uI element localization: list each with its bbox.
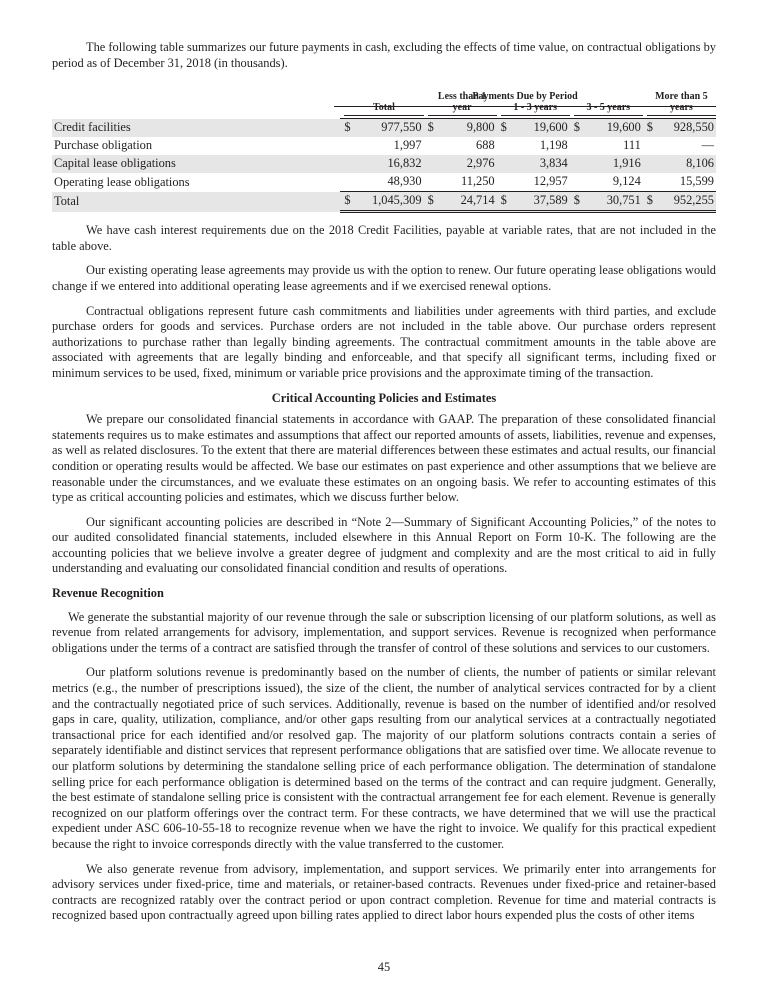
cell-value: 928,550: [661, 119, 716, 138]
page-number: 45: [377, 960, 391, 974]
column-header: More than 5 years: [647, 91, 716, 116]
table-row: [52, 119, 716, 138]
currency-symbol: $: [570, 119, 588, 138]
currency-symbol: [340, 173, 358, 192]
row-label: Total: [52, 192, 340, 212]
currency-symbol: [643, 137, 661, 155]
column-header: Less than 1 year: [428, 91, 497, 116]
cell-value: 11,250: [461, 174, 495, 189]
paragraph: We have cash interest requirements due on the 2018 Credit Facilities, payable at variable rates, that are not included in the table above.: [52, 223, 716, 253]
currency-symbol: [340, 137, 358, 155]
cell-value: —: [701, 138, 714, 153]
paragraph: Our platform solutions revenue is predominantly based on the number of clients, the number of patients or similar relevant metrics (e.g., the number of prescriptions issued), the size of the client, the number of analytical services contracted for by a client and the contractually negotiated price of such services. Additionally, revenue is based on the number of identified and/or resolved gaps in care, quality, utilization, compliance, and/or other gaps resulting from our analytical services at a contractually negotiated transactional price for each identified and/or resolved gap. The majority of our platform solutions contracts contain a series of separately identifiable and distinct services that represent performance obligations that are satisfied over time. We allocate revenue to our platform solutions by determining the standalone selling price of each performance obligation. The determination of standalone selling price for each performance obligation is determined based on the terms of the contract and can require judgment. Generally, the best estimate of standalone selling price is consistent with the contractual arrangement fee for each element. Revenue is generally recognized on our platform offerings over the contract term. For these contracts, we have determined that we will use the practical expedient under ASC 606-10-55-18 to recognize revenue when we have the right to invoice. We qualify for this practical expedient because the right to invoice corresponds directly with the value transferred to the customer.: [52, 665, 716, 851]
cell-value: 1,045,309: [359, 192, 424, 212]
section-heading: Critical Accounting Policies and Estimates: [271, 390, 497, 405]
currency-symbol: $: [424, 119, 442, 138]
cell-value: 688: [476, 138, 495, 153]
currency-symbol: [340, 155, 358, 173]
row-label: Capital lease obligations: [52, 155, 340, 173]
column-header: 1 - 3 years: [501, 102, 570, 116]
cell-value: 19,600: [515, 119, 570, 138]
currency-symbol: $: [340, 192, 358, 212]
cell-value: 9,800: [442, 119, 497, 138]
cell-value: 3,834: [515, 155, 570, 173]
document-page: [52, 40, 716, 933]
currency-symbol: [570, 173, 588, 192]
cell-value: 24,714: [442, 192, 497, 212]
row-label: Credit facilities: [52, 119, 340, 138]
currency-symbol: $: [340, 119, 358, 138]
paragraph: We also generate revenue from advisory, implementation, and support services. We primarily enter into arrangements for advisory services under fixed-price, time and materials, or retainer-based contracts. Revenues under fixed-price and retainer-based contracts are recognized ratably over the contract period or upon contract completion. Revenue for time and material contracts is recognized based upon contractually agreed upon billing rates applied to direct labor hours expended plus the costs of other items: [52, 861, 716, 923]
table-row: [52, 192, 716, 212]
currency-symbol: $: [497, 119, 515, 138]
group-header: Payments Due by Period: [334, 91, 716, 107]
cell-value: 48,930: [387, 174, 422, 189]
table-row: [52, 137, 716, 155]
paragraph: We prepare our consolidated financial statements in accordance with GAAP. The preparation of these consolidated financial statements requires us to make estimates and assumptions that affect our reported amounts of assets, liabilities, revenue and expenses, as well as related disclosures. To the extent that there are material differences between these estimates and actual results, our financial condition or operating results would be affected. We base our estimates on past experience and other assumptions that we believe are reasonable under the circumstances, and we evaluate these estimates on an ongoing basis. We refer to accounting estimates of this type as critical accounting policies and estimates, which we discuss further below.: [52, 412, 716, 505]
column-header: 3 - 5 years: [574, 102, 643, 116]
currency-symbol: [570, 155, 588, 173]
row-label: Operating lease obligations: [54, 174, 190, 189]
table-row: [52, 155, 716, 173]
cell-value: 9,124: [612, 174, 641, 189]
row-label: Purchase obligation: [54, 138, 153, 153]
currency-symbol: $: [643, 192, 661, 212]
cell-value: 952,255: [661, 192, 716, 212]
cell-value: 111: [623, 138, 641, 153]
paragraph: Our significant accounting policies are described in “Note 2—Summary of Significant Accounting Policies,” of the notes to our audited consolidated financial statements, included elsewhere in this Annual Report on Form 10-K. The following are the accounting policies that we believe involve a greater degree of judgment and complexity and are the most critical to aid in fully understanding and evaluating our consolidated financial condition and results of operations.: [52, 514, 716, 576]
cell-value: 1,198: [539, 138, 568, 153]
currency-symbol: $: [643, 119, 661, 138]
cell-value: 19,600: [588, 119, 643, 138]
table-row: [52, 173, 716, 192]
currency-symbol: [643, 155, 661, 173]
currency-symbol: [570, 137, 588, 155]
currency-symbol: [424, 137, 442, 155]
cell-value: 8,106: [661, 155, 716, 173]
currency-symbol: $: [497, 192, 515, 212]
currency-symbol: [497, 173, 515, 192]
currency-symbol: $: [570, 192, 588, 212]
currency-symbol: [497, 137, 515, 155]
currency-symbol: $: [424, 192, 442, 212]
intro-paragraph: The following table summarizes our future payments in cash, excluding the effects of time value, on contractual obligations by period as of December 31, 2018 (in thousands).: [52, 40, 716, 70]
currency-symbol: [424, 173, 442, 192]
subsection-heading: Revenue Recognition: [52, 586, 164, 601]
cell-value: 1,997: [393, 138, 422, 153]
cell-value: 2,976: [442, 155, 497, 173]
contractual-obligations-table: [52, 91, 716, 213]
currency-symbol: [497, 155, 515, 173]
paragraph: Our existing operating lease agreements may provide us with the option to renew. Our future operating lease obligations would change if we entered into additional operating lease agreements and if we exercised renewal options.: [52, 263, 716, 293]
cell-value: 977,550: [359, 119, 424, 138]
cell-value: 37,589: [515, 192, 570, 212]
cell-value: 30,751: [588, 192, 643, 212]
paragraph: We generate the substantial majority of our revenue through the sale or subscription licensing of our platform solutions, as well as revenue from related arrangements for advisory, implementation, and support services. Revenue is recognized when performance obligations under the terms of a contract are satisfied through the transfer of control of these solutions and services to our customers.: [52, 609, 716, 655]
cell-value: 16,832: [359, 155, 424, 173]
cell-value: 12,957: [533, 174, 568, 189]
paragraph: Contractual obligations represent future cash commitments and liabilities under agreements with third parties, and exclude purchase orders for goods and services. Purchase orders are not included in the table above. Our purchase orders represent authorizations to purchase rather than legally binding agreements. The contractual commitment amounts in the table above are associated with agreements that are legally binding and enforceable, and that specify all significant terms, including fixed or minimum services to be used, fixed, minimum or variable price provisions and the approximate timing of the transaction.: [52, 303, 716, 380]
currency-symbol: [424, 155, 442, 173]
column-header: Total: [344, 102, 423, 116]
cell-value: 15,599: [679, 174, 714, 189]
currency-symbol: [643, 173, 661, 192]
cell-value: 1,916: [588, 155, 643, 173]
